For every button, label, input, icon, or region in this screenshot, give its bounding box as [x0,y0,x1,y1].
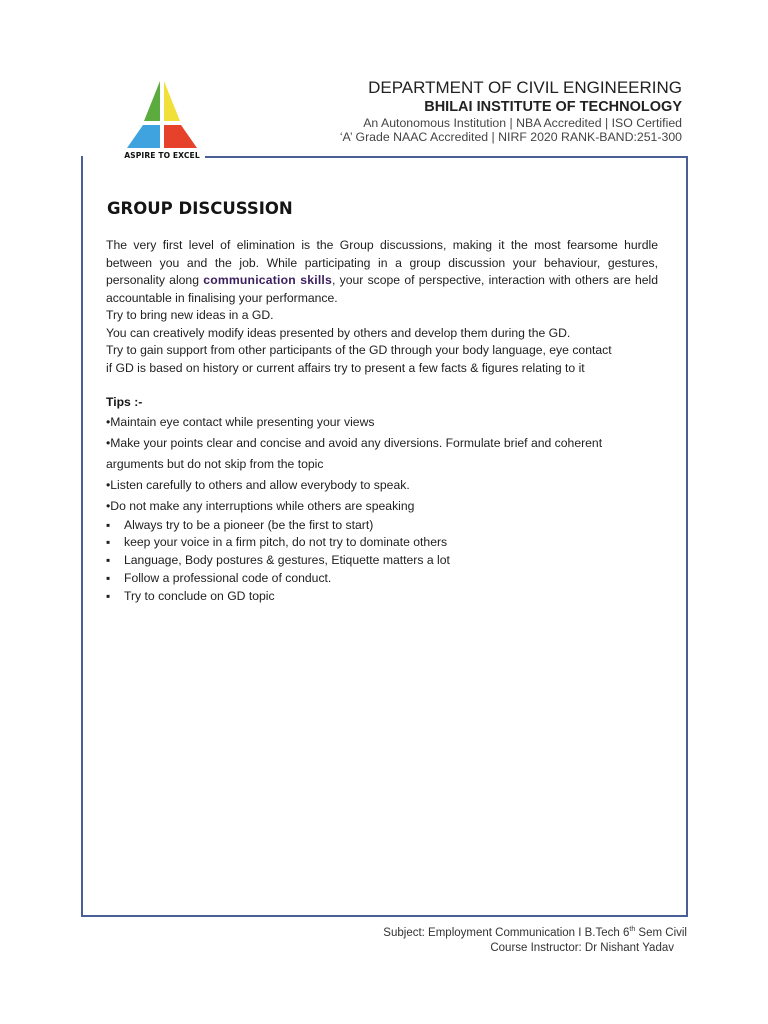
paragraph-support: Try to gain support from other participants of the GD through your body language, eye contact [106,343,612,357]
tip-item: •Listen carefully to others and allow everybody to speak. [106,477,410,492]
list-item: ▪ Try to conclude on GD topic [106,588,658,606]
footer-subject-end: Sem Civil [635,926,687,939]
accreditation-line-2: ‘A’ Grade NAAC Accredited | NIRF 2020 RANK-BAND:251-300 [339,130,682,144]
footer-subject-text: Subject: Employment Communication I B.Tech 6 [383,926,630,939]
tip-item: •Make your points clear and concise and avoid any diversions. Formulate brief and coherent arguments but do not skip from the topic [106,435,603,471]
intro-paragraph [106,237,658,307]
intro-text-end: , your scope of perspective, interaction with others are held accountable in finalising your performance. [106,273,658,305]
highlight-communication-skills: communication skills [203,273,333,287]
footer-subject-sup: th [629,926,636,933]
tip-item: •Maintain eye contact while presenting your views [106,414,375,429]
list-item: ▪ keep your voice in a firm pitch, do not try to dominate others [106,534,658,552]
list-item: ▪ Follow a professional code of conduct. [106,570,658,588]
main-content [106,237,658,605]
logo-green-triangle [144,81,160,121]
footer-subject [383,926,687,939]
bullet-list [106,517,658,606]
tip-item: •Do not make any interruptions while others are speaking [106,498,415,513]
logo-red-triangle [164,125,197,148]
intro-text-start: The very first level of elimination is the Group discussions, making it the most fearsome hurdle between you and the job. While participating in a group discussion your behaviour, gestures, personality along [106,238,658,287]
footer-instructor: Course Instructor: Dr Nishant Yadav [490,942,674,954]
list-item: ▪ Always try to be a pioneer (be the first to start) [106,517,658,535]
logo-yellow-triangle [164,81,180,121]
list-item: ▪ Language, Body postures & gestures, Etiquette matters a lot [106,552,658,570]
logo-motto: ASPIRE TO EXCEL [124,151,200,160]
frame-top-border [205,156,686,158]
department-name: DEPARTMENT OF CIVIL ENGINEERING [368,78,682,97]
page-title: GROUP DISCUSSION [107,199,293,218]
tips-heading: Tips :- [106,395,143,409]
paragraph-new-ideas: Try to bring new ideas in a GD. [106,308,274,322]
institute-name: BHILAI INSTITUTE OF TECHNOLOGY [424,99,682,115]
paragraph-modify-ideas: You can creatively modify ideas presented by others and develop them during the GD. [106,325,571,340]
accreditation-line-1: An Autonomous Institution | NBA Accredited | ISO Certified [363,116,682,130]
paragraph-facts: if GD is based on history or current affairs try to present a few facts & figures relating to it [106,360,585,375]
logo-blue-triangle [127,125,160,148]
